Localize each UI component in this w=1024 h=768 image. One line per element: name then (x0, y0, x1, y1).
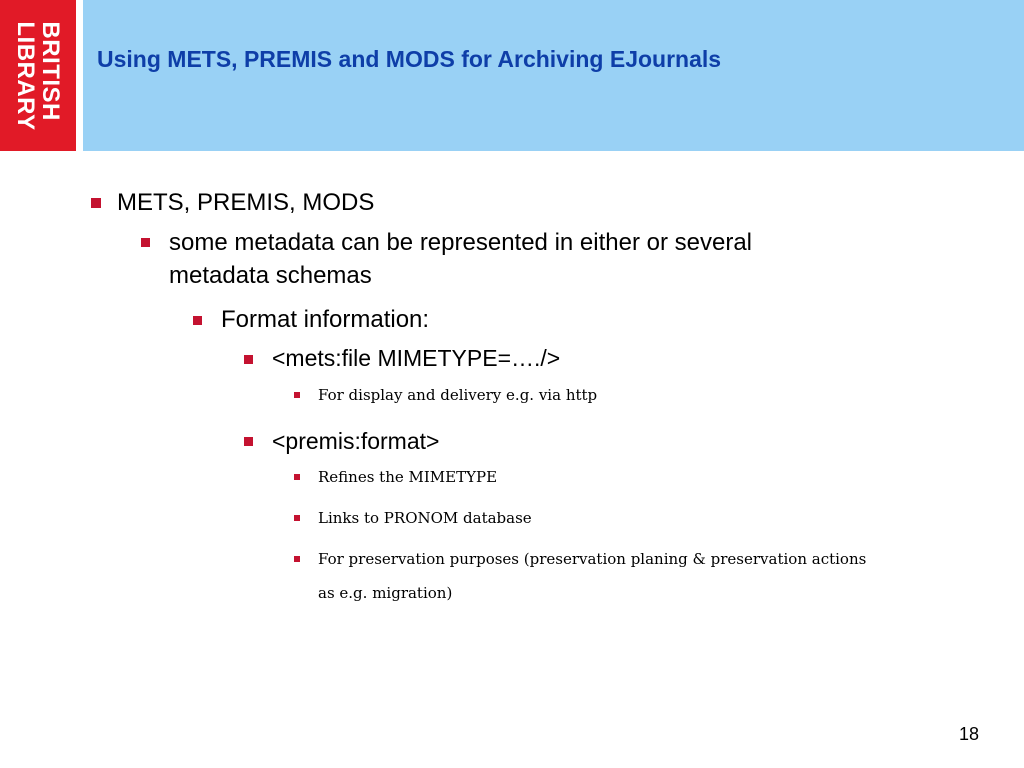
bullet-square-icon (141, 238, 150, 247)
bullet-square-icon (294, 474, 300, 480)
bullet-text-level-4: <mets:file MIMETYPE=…./> (272, 345, 561, 371)
bullet-text-level-5-continued: as e.g. migration) (318, 584, 453, 602)
bullet-text-level-2-continued: metadata schemas (169, 262, 372, 289)
bullet-text-level-3: Format information: (221, 306, 430, 333)
bullet-square-icon (294, 392, 300, 398)
slide-title: Using METS, PREMIS and MODS for Archiving EJournals (97, 46, 722, 72)
logo-text (13, 21, 63, 130)
bullet-text-level-5: For preservation purposes (preservation planing & preservation actions (318, 550, 867, 568)
bullet-square-icon (244, 355, 253, 364)
bullet-square-icon (294, 515, 300, 521)
bullet-text-level-4: <premis:format> (272, 428, 440, 454)
bullet-square-icon (193, 316, 202, 325)
bullet-square-icon (294, 556, 300, 562)
bullet-square-icon (91, 198, 101, 208)
header-band (83, 0, 1024, 151)
logo-line-1: BRITISH (37, 21, 64, 121)
page-number: 18 (959, 724, 980, 744)
bullet-text-level-1: METS, PREMIS, MODS (117, 189, 375, 216)
bullet-text-level-2: some metadata can be represented in either or several (169, 229, 752, 256)
bullet-text-level-5: For display and delivery e.g. via http (318, 386, 598, 404)
bullet-square-icon (244, 437, 253, 446)
header-divider (76, 0, 83, 151)
british-library-logo (0, 0, 76, 151)
bullet-text-level-5: Refines the MIMETYPE (318, 468, 498, 486)
bullet-text-level-5: Links to PRONOM database (318, 509, 532, 527)
logo-line-2: LIBRARY (12, 21, 39, 131)
